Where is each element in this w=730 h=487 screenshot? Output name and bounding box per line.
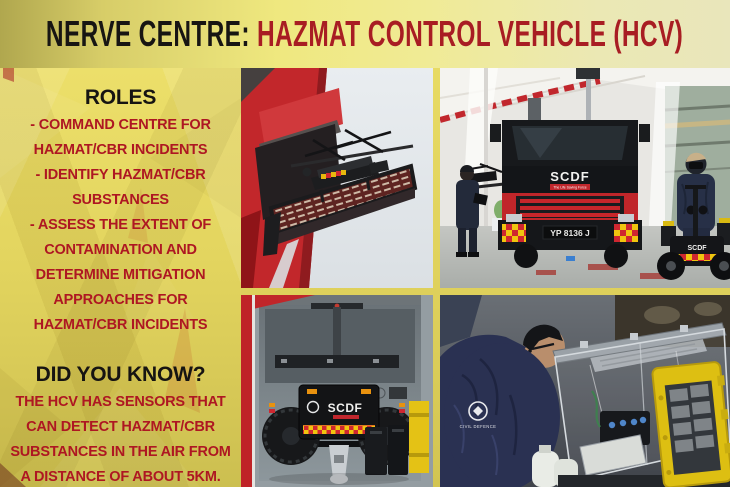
blue-chock bbox=[566, 256, 575, 261]
left-headlight bbox=[506, 214, 522, 222]
title-bar bbox=[0, 0, 730, 68]
did-you-know-text: THE HCV HAS SENSORS THAT CAN DETECT HAZMAT/CBR SUBSTANCES IN THE AIR FROM A DISTANCE OF ABOUT 5KM. bbox=[10, 394, 231, 486]
info-panel-content bbox=[0, 68, 241, 487]
stowed-pmv-illustration bbox=[241, 295, 433, 487]
license-plate-text: YP 8136 J bbox=[550, 228, 590, 238]
right-wheel bbox=[604, 244, 628, 268]
door-edge-trim bbox=[252, 295, 255, 487]
photo-stowed-pmv bbox=[241, 295, 433, 487]
role-item-identify: - IDENTIFY HAZMAT/CBR SUBSTANCES bbox=[35, 166, 206, 208]
floor-shadow bbox=[269, 473, 409, 485]
photo-truck-front bbox=[440, 68, 730, 288]
case-scdf-label: SCDF bbox=[327, 401, 363, 415]
role-item-command-centre: - COMMAND CENTRE FOR HAZMAT/CBR INCIDENTS bbox=[30, 117, 211, 158]
title-prefix: NERVE CENTRE: bbox=[46, 13, 258, 54]
drone-tray-illustration bbox=[241, 68, 433, 288]
left-wheel bbox=[514, 244, 538, 268]
truck-scdf-label: SCDF bbox=[550, 169, 590, 184]
roles-list bbox=[7, 113, 234, 337]
photo-onboard-lab bbox=[440, 295, 730, 487]
rider-visor bbox=[689, 162, 703, 169]
door-edge-red bbox=[241, 295, 252, 487]
black-case-1 bbox=[365, 427, 387, 475]
right-mirror bbox=[639, 124, 650, 142]
roles-heading: ROLES bbox=[84, 86, 157, 109]
black-case-2 bbox=[388, 425, 408, 475]
yellow-equipment-case bbox=[652, 361, 730, 487]
right-headlight bbox=[618, 214, 634, 222]
page-title bbox=[46, 13, 683, 55]
case-checker-stripe bbox=[303, 425, 375, 434]
title-highlight: HAZMAT CONTROL VEHICLE (HCV) bbox=[257, 13, 684, 54]
yellow-case bbox=[409, 401, 429, 473]
camera-mast bbox=[586, 74, 591, 122]
did-you-know-heading: DID YOU KNOW? bbox=[35, 363, 206, 387]
left-mirror bbox=[490, 124, 501, 142]
mast-camera bbox=[576, 68, 600, 79]
bumper-checker-right bbox=[614, 224, 638, 242]
truck-front-illustration bbox=[440, 68, 730, 288]
crossbar bbox=[275, 355, 399, 368]
bumper-checker-left bbox=[502, 224, 526, 242]
sleeve-label-text: CIVIL DEFENCE bbox=[459, 424, 497, 429]
pmv-steering-column bbox=[693, 188, 698, 240]
photo-drone-tray bbox=[241, 68, 433, 288]
drone-camera bbox=[303, 168, 312, 177]
telescopic-mast bbox=[333, 307, 341, 359]
pmv-scdf-label: SCDF bbox=[687, 245, 707, 252]
role-item-assess: - ASSESS THE EXTENT OF CONTAMINATION AND DETERMINE MITIGATION APPROACHES FOR HAZMAT/CBR INCIDENTS bbox=[29, 216, 212, 333]
truck-tagline-text: The Life Saving Force bbox=[553, 185, 587, 190]
onboard-lab-illustration bbox=[440, 295, 730, 487]
info-panel bbox=[0, 68, 241, 487]
